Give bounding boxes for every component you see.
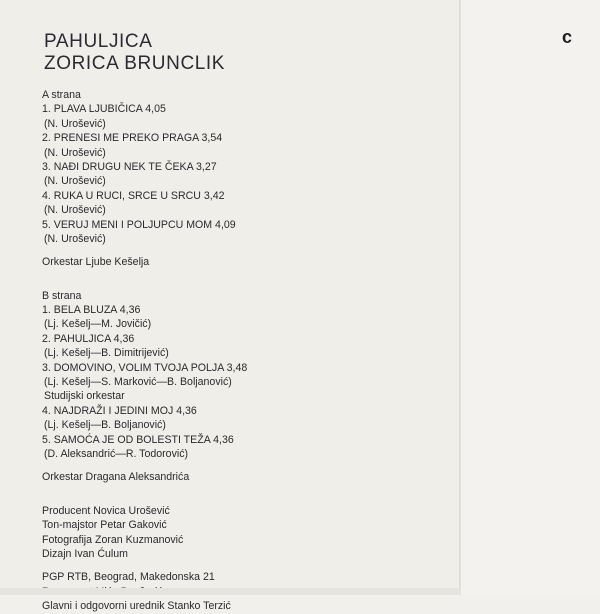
track-listing	[42, 88, 442, 614]
side-b-orchestra: Orkestar Dragana Aleksandrića	[42, 471, 190, 484]
track-line: 2. PAHULJICA 4,36	[42, 332, 135, 345]
track-credit: (N. Urošević)	[44, 204, 106, 217]
side-a-label: A strana	[42, 89, 81, 101]
track-line: 3. NAĐI DRUGU NEK TE ČEKA 3,27	[42, 160, 217, 173]
track-credit: (Lj. Kešelj—M. Jovičić)	[44, 318, 152, 331]
side-a-orchestra: Orkestar Ljube Kešelja	[42, 256, 150, 269]
track-credit: (N. Urošević)	[44, 232, 106, 245]
track-credit: (Lj. Kešelj—B. Dimitrijević)	[44, 347, 169, 360]
album-title: PAHULJICA	[44, 31, 153, 52]
publisher-line: PGP RTB, Beograd, Makedonska 21	[42, 571, 215, 584]
track-credit: (N. Urošević)	[44, 146, 106, 159]
track-line: 5. SAMOĆA JE OD BOLESTI TEŽA 4,36	[42, 433, 234, 446]
credit-line: Ton-majstor Petar Gaković	[42, 519, 167, 532]
track-line: 3. DOMOVINO, VOLIM TVOJA POLJA 3,48	[42, 361, 248, 374]
track-line: 4. NAJDRAŽI I JEDINI MOJ 4,36	[42, 404, 197, 417]
track-credit: (N. Urošević)	[44, 117, 106, 130]
track-credit: (N. Urošević)	[44, 175, 106, 188]
credit-line: Producent Novica Urošević	[42, 504, 170, 517]
corner-mark: ɔ	[562, 29, 573, 49]
track-line: 4. RUKA U RUCI, SRCE U SRCU 3,42	[42, 189, 225, 202]
credit-line: Dizajn Ivan Ćulum	[42, 547, 128, 560]
track-credit: (D. Aleksandrić—R. Todorović)	[44, 447, 189, 460]
track-line: 2. PRENESI ME PREKO PRAGA 3,54	[42, 132, 223, 145]
side-b-label: B strana	[42, 289, 82, 302]
track-note: Studijski orkestar	[44, 390, 125, 403]
publisher-line: Glavni i odgovorni urednik Stanko Terzić	[42, 600, 231, 613]
cassette-insert-right-panel	[461, 0, 600, 595]
track-line: 1. BELA BLUZA 4,36	[42, 304, 141, 317]
track-credit: (Lj. Kešelj—S. Marković—B. Boljanović)	[44, 376, 232, 389]
bottom-edge	[0, 588, 460, 595]
artist-name: ZORICA BRUNCLIK	[44, 53, 226, 74]
credit-line: Fotografija Zoran Kuzmanović	[42, 533, 184, 546]
track-line: 1. PLAVA LJUBIČICA 4,05	[42, 103, 166, 116]
track-line: 5. VERUJ MENI I POLJUPCU MOM 4,09	[42, 218, 236, 231]
track-credit: (Lj. Kešelj—B. Boljanović)	[44, 419, 166, 432]
